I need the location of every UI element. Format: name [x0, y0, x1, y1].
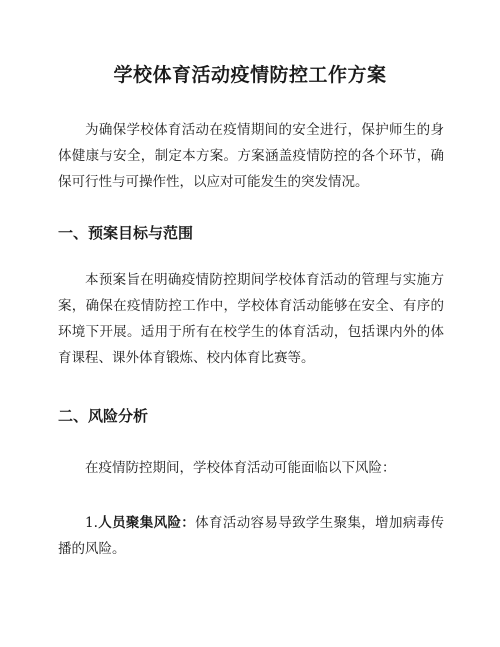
goals-scope-paragraph: 本预案旨在明确疫情防控期间学校体育活动的管理与实施方案，确保在疫情防控工作中，学校体育活动能够在安全、有序的环境下开展。适用于所有在校学生的体育活动，包括课内外的体育课程、课外体育锻炼、校内体育比赛等。: [58, 272, 444, 366]
list-item-text: 体育活动容易导致学生聚集，增加病毒传播的风险。: [58, 515, 445, 557]
risk-analysis-paragraph: 在疫情防控期间，学校体育活动可能面临以下风险：: [85, 460, 396, 476]
section-heading-risk-analysis: 二、风险分析: [58, 407, 149, 425]
section-heading-goals-scope: 一、预案目标与范围: [58, 224, 194, 242]
list-item: [58, 510, 444, 562]
list-item-number: 1.: [85, 515, 98, 531]
intro-paragraph: 为确保学校体育活动在疫情期间的安全进行，保护师生的身体健康与安全，制定本方案。方案涵盖疫情防控的各个环节，确保可行性与可操作性，以应对可能发生的突发情况。: [58, 122, 444, 190]
document-title: 学校体育活动疫情防控工作方案: [113, 64, 387, 86]
list-item-label: 人员聚集风险：: [97, 515, 196, 531]
